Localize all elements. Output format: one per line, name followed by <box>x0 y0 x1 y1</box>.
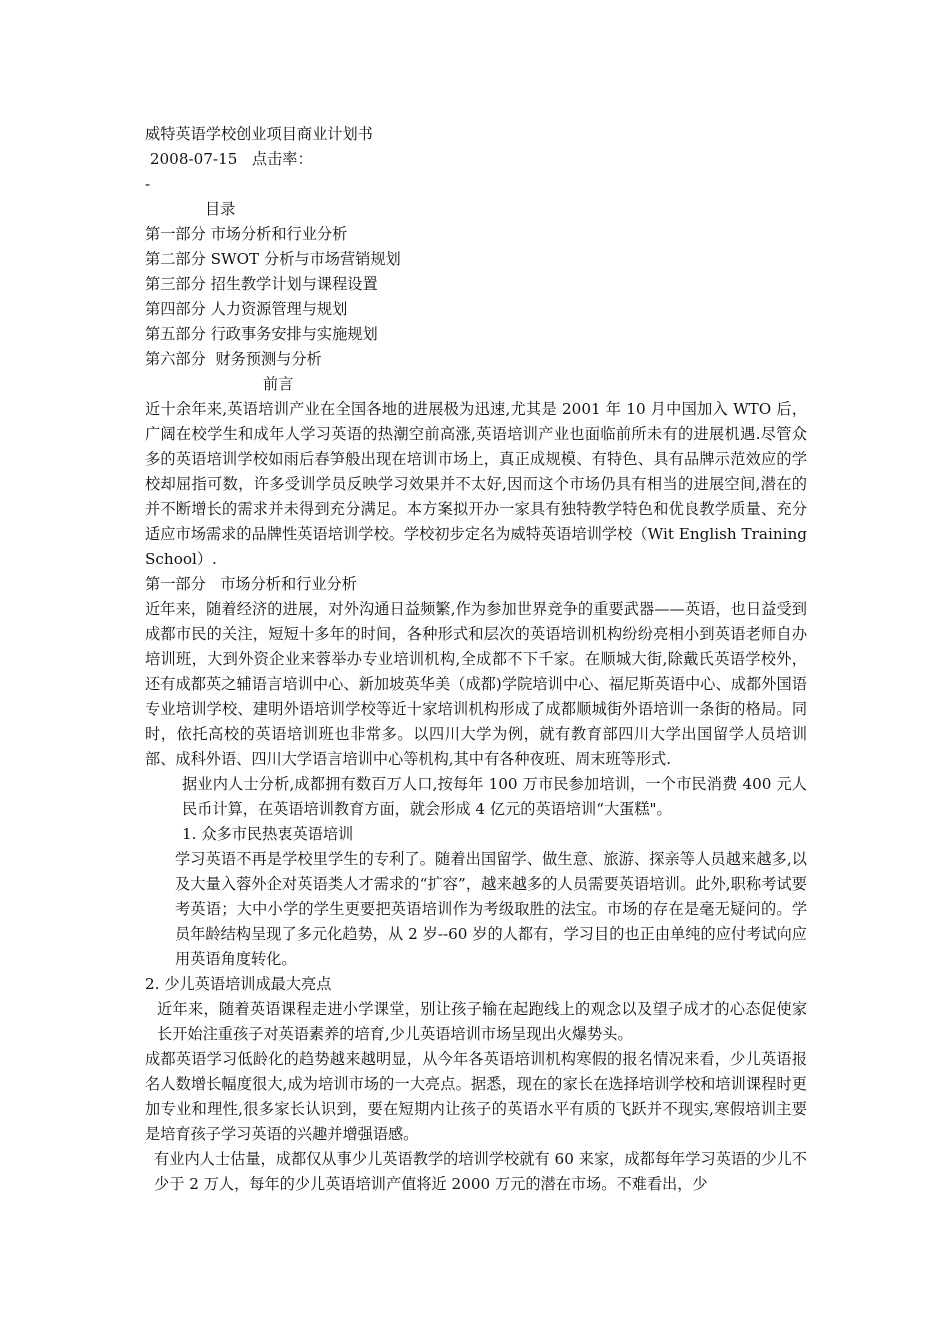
toc-item-4: 第四部分 人力资源管理与规划 <box>145 300 348 318</box>
section-1-heading: 1. 众多市民热衷英语培训 <box>182 825 354 843</box>
toc-item-6: 第六部分 财务预测与分析 <box>145 350 322 368</box>
separator-dash: - <box>145 175 151 193</box>
section-2-paragraph-3: 有业内人士估量，成都仅从事少儿英语教学的培训学校就有 60 来家，成都每年学习英语的少儿不少于 2 万人，每年的少儿英语培训产值将近 2000 万元的潜在市场。不难看出，少 <box>154 1150 807 1193</box>
section-2-paragraph-2: 成都英语学习低龄化的趋势越来越明显，从今年各英语培训机构寒假的报名情况来看，少儿英语报名人数增长幅度很大,成为培训市场的一大亮点。据悉，现在的家长在选择培训学校和培训课程时更加专业和理性,很多家长认识到，要在短期内让孩子的英语水平有质的飞跃并不现实,寒假培训主要是培育孩子学习英语的兴趣并增强语感。 <box>145 1050 807 1143</box>
section-1-paragraph: 学习英语不再是学校里学生的专利了。随着出国留学、做生意、旅游、探亲等人员越来越多,以及大量入蓉外企对英语类人才需求的“扩容”，越来越多的人员需要英语培训。此外,职称考试要考英语；大中小学的学生更要把英语培训作为考级取胜的法宝。市场的存在是毫无疑问的。学员年龄结构呈现了多元化趋势，从 2 岁--60 岁的人都有，学习目的也正由单纯的应付考试向应用英语角度转化。 <box>175 850 807 968</box>
toc-item-1: 第一部分 市场分析和行业分析 <box>145 225 348 243</box>
preface-paragraph: 近十余年来,英语培训产业在全国各地的进展极为迅速,尤其是 2001 年 10 月中国加入 WTO 后，广阔在校学生和成年人学习英语的热潮空前高涨,英语培训产业也面临前所未有的进展机遇.尽管众多的英语培训学校如雨后春笋般出现在培训市场上，真正成规模、有特色、具有品牌示范效应的学校却屈指可数，许多受训学员反映学习效果并不太好,因而这个市场仍具有相当的进展空间,潜在的并不断增长的需求并未得到充分满足。本方案拟开办一家具有独特教学特色和优良教学质量、充分适应市场需求的品牌性英语培训学校。学校初步定名为威特英语培训学校（Wit English Training School）. <box>145 400 812 568</box>
toc-title: 目录 <box>205 200 236 218</box>
section-2-heading: 2. 少儿英语培训成最大亮点 <box>145 975 332 993</box>
toc-item-5: 第五部分 行政事务安排与实施规划 <box>145 325 378 343</box>
preface-title: 前言 <box>263 375 294 393</box>
part1-paragraph-2: 据业内人士分析,成都拥有数百万人口,按每年 100 万市民参加培训，一个市民消费 400 元人民币计算，在英语培训教育方面，就会形成 4 亿元的英语培训“大蛋糕"。 <box>182 775 807 818</box>
document-title: 威特英语学校创业项目商业计划书 <box>145 125 373 143</box>
part1-heading: 第一部分 市场分析和行业分析 <box>145 575 357 593</box>
toc-item-2: 第二部分 SWOT 分析与市场营销规划 <box>145 250 401 268</box>
document-page <box>145 122 812 1197</box>
part1-paragraph-1: 近年来，随着经济的进展，对外沟通日益频繁,作为参加世界竞争的重要武器——英语，也日益受到成都市民的关注，短短十多年的时间，各种形式和层次的英语培训机构纷纷亮相小到英语老师自办培训班，大到外资企业来蓉举办专业培训机构,全成都不下千家。在顺城大街,除戴氏英语学校外，还有成都英之辅语言培训中心、新加坡英华美（成都)学院培训中心、福尼斯英语中心、成都外国语专业培训学校、建明外语培训学校等近十家培训机构形成了成都顺城街外语培训一条街的格局。同时，依托高校的英语培训班也非常多。以四川大学为例，就有教育部四川大学出国留学人员培训部、成科外语、四川大学语言培训中心等机构,其中有各种夜班、周末班等形式. <box>145 600 807 768</box>
section-2-paragraph-1: 近年来，随着英语课程走进小学课堂，别让孩子输在起跑线上的观念以及望子成才的心态促使家长开始注重孩子对英语素养的培育,少儿英语培训市场呈现出火爆势头。 <box>157 1000 807 1043</box>
toc-item-3: 第三部分 招生教学计划与课程设置 <box>145 275 378 293</box>
publish-meta: 2008-07-15 点击率： <box>145 150 313 168</box>
